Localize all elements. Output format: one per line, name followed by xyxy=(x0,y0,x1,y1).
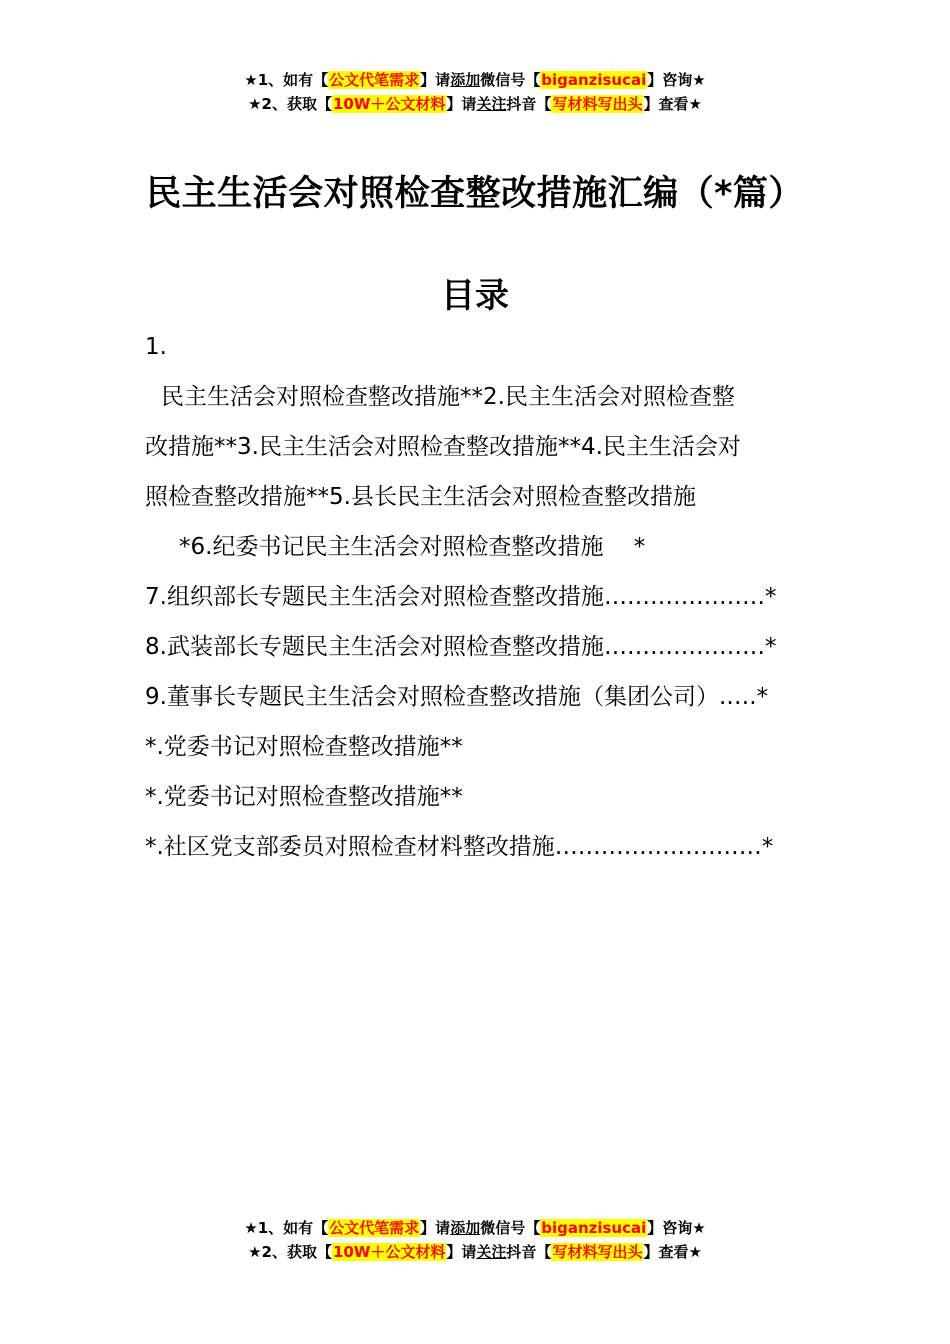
top-banner-line-1: ★1、如有【公文代笔需求】请添加微信号【biganzisucai】咨询★ xyxy=(244,71,706,89)
toc-line: 7.组织部长专题民主生活会对照检查整改措施…………………* xyxy=(145,584,777,610)
highlight-service: 公文代笔需求 xyxy=(329,1219,420,1237)
highlight-douyin: 写材料写出头 xyxy=(552,1243,643,1261)
bottom-banner xyxy=(0,1216,950,1264)
top-banner-line-2: ★2、获取【10W＋公文材料】请关注抖音【写材料写出头】查看★ xyxy=(248,95,702,113)
toc-line: 8.武装部长专题民主生活会对照检查整改措施…………………* xyxy=(145,634,777,660)
highlight-materials: 10W＋公文材料 xyxy=(332,1243,446,1261)
toc-line: *.党委书记对照检查整改措施** xyxy=(145,734,463,760)
toc-line: 1. xyxy=(145,334,167,360)
highlight-douyin: 写材料写出头 xyxy=(552,95,643,113)
highlight-wechat-id: biganzisucai xyxy=(541,1219,647,1237)
toc-line: 照检查整改措施**5.县长民主生活会对照检查整改措施 xyxy=(145,484,696,510)
toc-heading: 目录 xyxy=(441,276,509,316)
bottom-banner-line-1: ★1、如有【公文代笔需求】请添加微信号【biganzisucai】咨询★ xyxy=(244,1219,706,1237)
toc-line: *.党委书记对照检查整改措施** xyxy=(145,784,463,810)
highlight-service: 公文代笔需求 xyxy=(329,71,420,89)
toc-line: 9.董事长专题民主生活会对照检查整改措施（集团公司）.….* xyxy=(145,684,769,710)
toc-line: 改措施**3.民主生活会对照检查整改措施**4.民主生活会对 xyxy=(145,434,741,460)
toc-line: 民主生活会对照检查整改措施**2.民主生活会对照检查整 xyxy=(161,384,735,410)
toc-line: *6.纪委书记民主生活会对照检查整改措施 * xyxy=(179,534,646,560)
highlight-materials: 10W＋公文材料 xyxy=(332,95,446,113)
bottom-banner-line-2: ★2、获取【10W＋公文材料】请关注抖音【写材料写出头】查看★ xyxy=(248,1243,702,1261)
table-of-contents xyxy=(145,322,845,872)
toc-line: *.社区党支部委员对照检查材料整改措施………………………* xyxy=(145,834,774,860)
highlight-wechat-id: biganzisucai xyxy=(541,71,647,89)
top-banner xyxy=(0,68,950,116)
document-title: 民主生活会对照检查整改措施汇编（*篇） xyxy=(146,174,804,214)
